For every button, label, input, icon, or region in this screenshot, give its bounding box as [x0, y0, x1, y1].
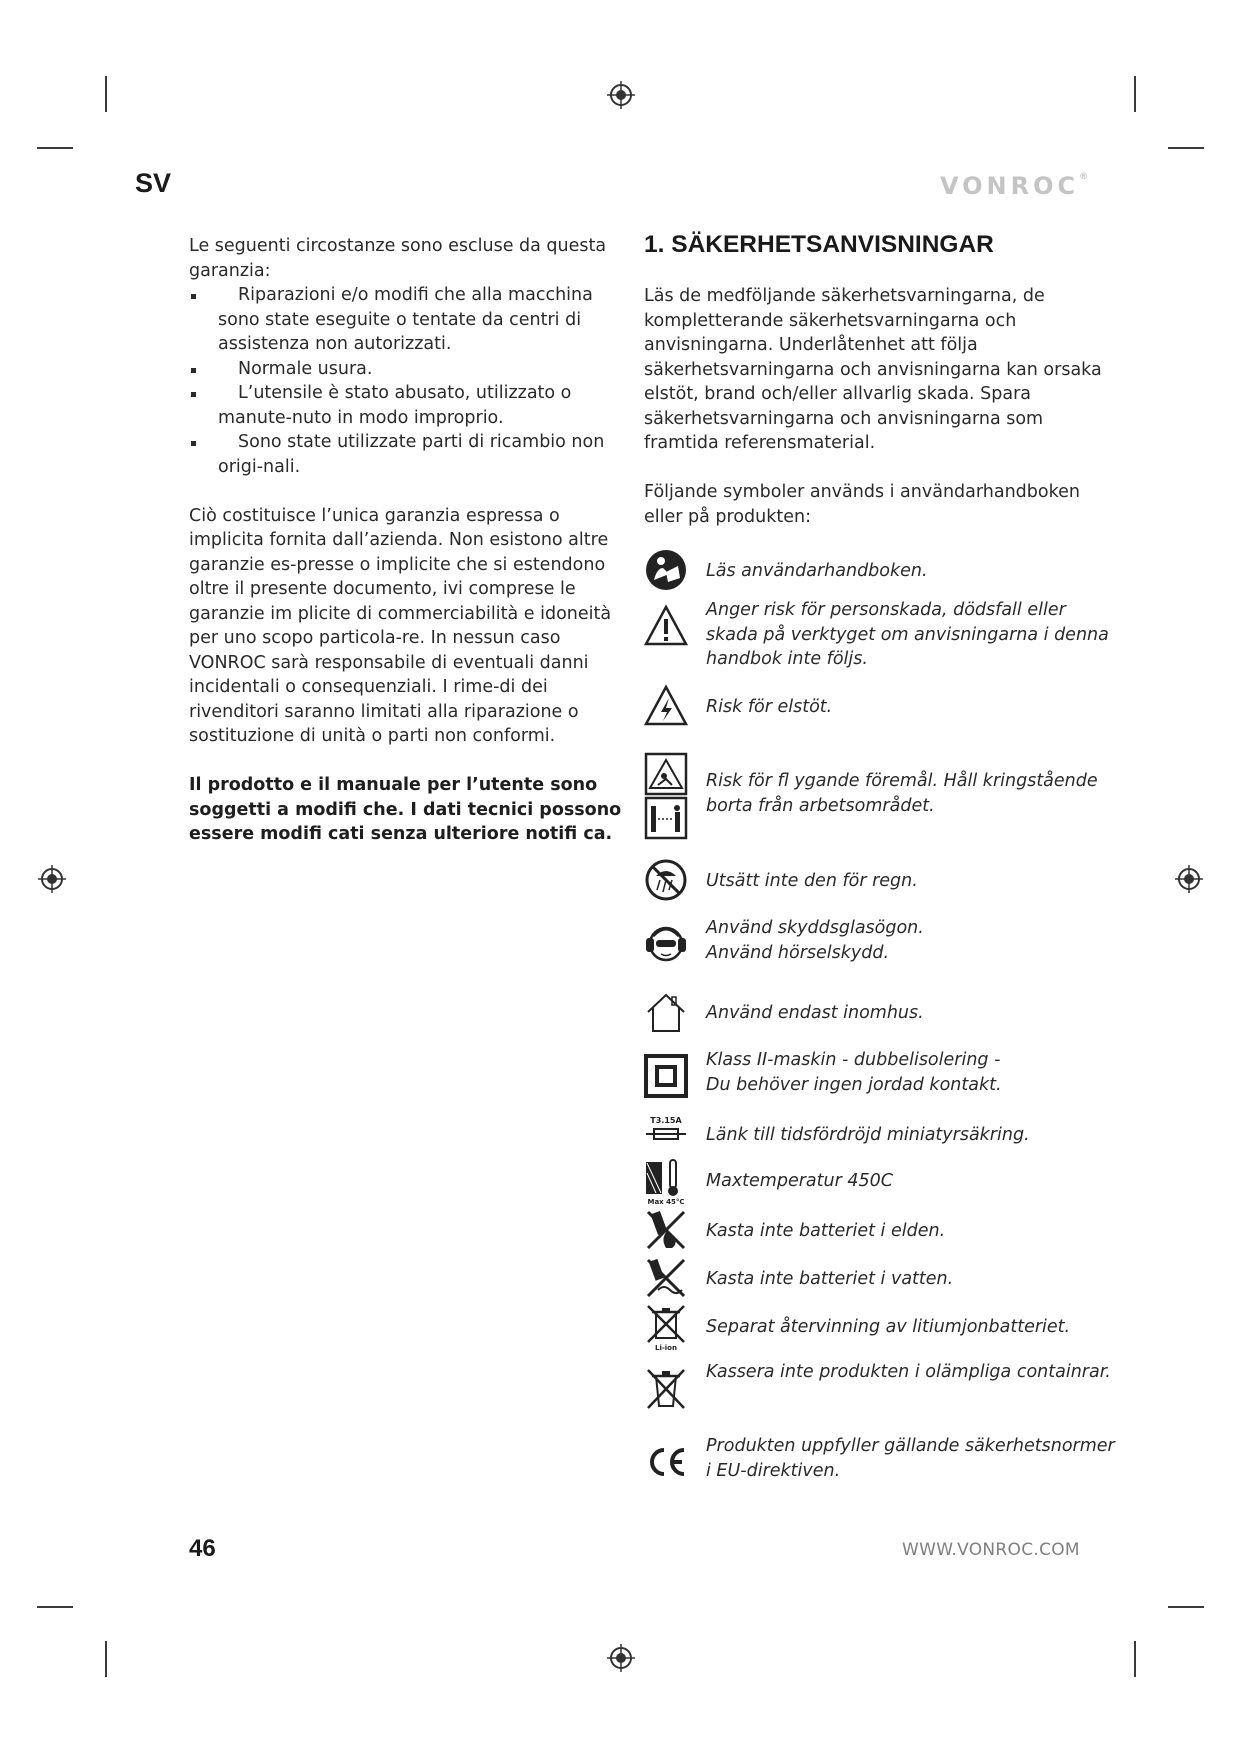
symbol-text: Använd skyddsglasögon. Använd hörselskydd.	[706, 918, 924, 963]
ce-mark-icon	[644, 1440, 688, 1484]
crop-mark	[1134, 76, 1136, 112]
bullet-icon	[191, 441, 196, 446]
symbol-text: Kasta inte batteriet i vatten.	[706, 1269, 954, 1289]
crop-mark	[105, 1641, 107, 1677]
symbol-text: Klass II-maskin - dubbelisolering - Du behöver ingen jordad kontakt.	[706, 1050, 1002, 1095]
class-ii-icon	[644, 1054, 688, 1098]
symbol-text: Risk för elstöt.	[706, 697, 833, 717]
symbol-text: Separat återvinning av litiumjonbatteriet.	[706, 1317, 1071, 1337]
no-fire-battery-icon	[644, 1208, 688, 1252]
list-item: Normale usura.	[189, 357, 629, 382]
section-heading: 1. SÄKERHETSANVISNINGAR	[644, 231, 994, 258]
crop-mark	[105, 76, 107, 112]
bullet-icon	[191, 368, 196, 373]
list-item: L’utensile è stato abusato, utilizzato o manute-nuto in modo improprio.	[189, 381, 629, 430]
warranty-notice: Il prodotto e il manuale per l’utente sono soggetti a modifi che. I dati tecnici possono essere modifi cati senza ulteriore notifi ca.	[189, 775, 622, 844]
no-rain-icon	[644, 858, 688, 902]
svg-text:T3.15A: T3.15A	[650, 1116, 682, 1125]
electric-shock-icon	[644, 684, 688, 728]
symbol-text: Kassera inte produkten i olämpliga containrar.	[706, 1362, 1111, 1382]
list-item: Sono state utilizzate parti di ricambio non origi-nali.	[189, 430, 629, 479]
bullet-icon	[191, 294, 196, 299]
symbol-text: Utsätt inte den för regn.	[706, 871, 918, 891]
registration-mark-icon	[37, 864, 67, 894]
weee-bin-icon	[644, 1366, 688, 1410]
bullet-icon	[191, 392, 196, 397]
registration-mark-icon	[606, 1643, 636, 1673]
symbols-intro: Följande symboler används i användarhandboken eller på produkten:	[644, 482, 1080, 527]
fuse-icon	[644, 1112, 688, 1156]
symbol-text: Läs användarhandboken.	[706, 561, 928, 581]
symbol-text: Kasta inte batteriet i elden.	[706, 1221, 946, 1241]
symbol-text: Länk till tidsfördröjd miniatyrsäkring.	[706, 1125, 1030, 1145]
crop-mark	[1168, 147, 1204, 149]
safety-column	[644, 230, 1114, 529]
registration-mark-icon	[1174, 864, 1204, 894]
brand-logo: VONROC®	[940, 172, 1089, 200]
svg-text:Li-ion: Li-ion	[655, 1344, 677, 1352]
page-number: 46	[189, 1535, 216, 1562]
language-code: SV	[135, 168, 172, 198]
symbol-text: Maxtemperatur 450C	[706, 1171, 893, 1191]
list-item: Riparazioni e/o modifi che alla macchina sono state eseguite o tentate da centri di assistenza non autorizzati.	[189, 283, 629, 357]
exclusion-list	[189, 283, 629, 479]
symbol-text: Produkten uppfyller gällande säkerhetsnormer i EU-direktiven.	[706, 1436, 1115, 1481]
goggles-earmuffs-icon	[644, 922, 688, 966]
symbol-text: Anger risk för personskada, dödsfall eller skada på verktyget om anvisningarna i denna handbok inte följs.	[706, 600, 1109, 669]
symbol-text: Risk för fl ygande föremål. Håll kringstående borta från arbetsområdet.	[706, 771, 1098, 816]
warranty-column	[189, 234, 629, 847]
svg-text:Max 45°C: Max 45°C	[647, 1198, 685, 1206]
flying-objects-icon	[644, 752, 688, 840]
li-ion-recycle-icon	[644, 1304, 688, 1352]
crop-mark	[1168, 1606, 1204, 1608]
website-url: WWW.VONROC.COM	[902, 1540, 1080, 1560]
symbol-text: Använd endast inomhus.	[706, 1003, 924, 1023]
safety-intro: Läs de medföljande säkerhetsvarningarna, de kompletterande säkerhetsvarningarna och anvisningarna. Underlåtenhet att följa säkerhetsvarningarna och anvisningarna kan orsaka elstöt, brand och/eller allvarlig skada. Spara säkerhetsvarningarna och anvisningarna som framtida referensmaterial.	[644, 286, 1102, 453]
warning-triangle-icon	[644, 604, 688, 648]
crop-mark	[37, 147, 73, 149]
read-manual-icon	[644, 548, 688, 592]
registration-mark-icon	[606, 80, 636, 110]
warranty-statement: Ciò costituisce l’unica garanzia espressa o implicita fornita dall’azienda. Non esistono altre garanzie es-presse o implicite che si estendono oltre il presente documento, ivi comprese le garanzie im plicite di commerciabilità e idoneità per uno scopo particola-re. In nessun caso VONROC sarà responsabile di eventuali danni incidentali o consequenziali. I rime-di dei rivenditori saranno limitati alla riparazione o sostituzione di unità o parti non conformi.	[189, 505, 612, 746]
warranty-intro: Le seguenti circostanze sono escluse da questa garanzia:	[189, 236, 607, 281]
indoor-only-icon	[644, 990, 688, 1034]
no-water-battery-icon	[644, 1256, 688, 1300]
crop-mark	[37, 1606, 73, 1608]
crop-mark	[1134, 1641, 1136, 1677]
max-temperature-icon	[644, 1158, 688, 1206]
